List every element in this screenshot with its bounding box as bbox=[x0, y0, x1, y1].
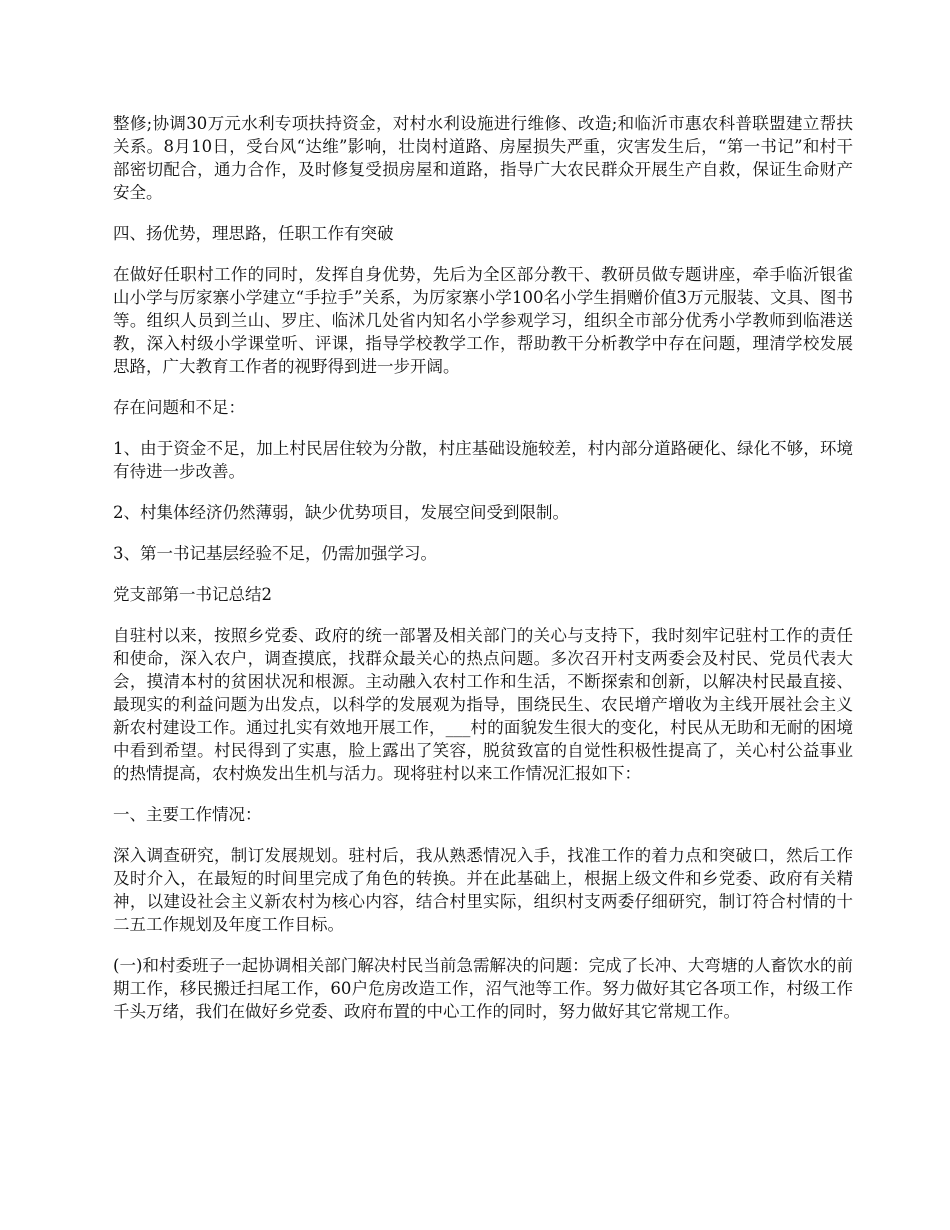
paragraph-water-conservancy: 整修;协调30万元水利专项扶持资金，对村水利设施进行维修、改造;和临沂市惠农科普联盟建立帮扶关系。8月10日，受台风“达维”影响，壮岗村道路、房屋损失严重，灾害发生后，“第一书记”和村干部密切配合，通力合作，及时修复受损房屋和道路，指导广大农民群众开展生产自救，保证生命财产安全。 bbox=[113, 114, 853, 202]
paragraph-village-introduction: 自驻村以来，按照乡党委、政府的统一部署及相关部门的关心与支持下，我时刻牢记驻村工作的责任和使命，深入农户，调查摸底，找群众最关心的热点问题。多次召开村支两委会及村民、党员代表大会，摸清本村的贫困状况和根源。主动融入农村工作和生活，不断探索和创新，以解决村民最直接、最现实的利益问题为出发点，以科学的发展观为指导，围绕民生、农民增产增收为主线开展社会主义新农村建设工作。通过扎实有效地开展工作，___村的面貌发生很大的变化，村民从无助和无耐的困境中看到希望。村民得到了实惠，脸上露出了笑容，脱贫致富的自觉性积极性提高了，关心村公益事业的热情提高，农村焕发出生机与活力。现将驻村以来工作情况汇报如下： bbox=[113, 626, 853, 783]
problem-item-1: 1、由于资金不足，加上村民居住较为分散，村庄基础设施较差，村内部分道路硬化、绿化不够，环境有待进一步改善。 bbox=[113, 439, 853, 481]
section-heading-advantages: 四、扬优势，理思路，任职工作有突破 bbox=[113, 224, 394, 243]
paragraph-research-planning: 深入调查研究，制订发展规划。驻村后，我从熟悉情况入手，找准工作的着力点和突破口，然后工作及时介入，在最短的时间里完成了角色的转换。并在此基础上，根据上级文件和乡党委、政府有关精神，以建设社会主义新农村为核心内容，结合村里实际，组织村支两委仔细研究，制订符合村情的十二五工作规划及年度工作目标。 bbox=[113, 846, 853, 934]
section-heading-problems: 存在问题和不足： bbox=[113, 398, 245, 417]
problem-item-2: 2、村集体经济仍然薄弱，缺少优势项目，发展空间受到限制。 bbox=[113, 503, 569, 522]
problem-item-3: 3、第一书记基层经验不足，仍需加强学习。 bbox=[113, 544, 437, 563]
paragraph-education-support: 在做好任职村工作的同时，发挥自身优势，先后为全区部分教干、教研员做专题讲座，牵手临沂银雀山小学与厉家寨小学建立“手拉手”关系，为厉家寨小学100名小学生捐赠价值3万元服装、文具、图书等。组织人员到兰山、罗庄、临沭几处省内知名小学参观学习，组织全市部分优秀小学教师到临港送教，深入村级小学课堂听、评课，指导学校教学工作，帮助教干分析教学中存在问题，理清学校发展思路，广大教育工作者的视野得到进一步开阔。 bbox=[113, 265, 853, 376]
document-page bbox=[113, 112, 853, 1041]
paragraph-urgent-issues: (一)和村委班子一起协调相关部门解决村民当前急需解决的问题：完成了长冲、大弯塘的人畜饮水的前期工作，移民搬迁扫尾工作，60户危房改造工作，沼气池等工作。努力做好其它各项工作，村级工作千头万绪，我们在做好乡党委、政府布置的中心工作的同时，努力做好其它常规工作。 bbox=[113, 956, 853, 1021]
section-heading-summary-2: 党支部第一书记总结2 bbox=[113, 585, 272, 604]
section-heading-main-work: 一、主要工作情况： bbox=[113, 805, 262, 824]
